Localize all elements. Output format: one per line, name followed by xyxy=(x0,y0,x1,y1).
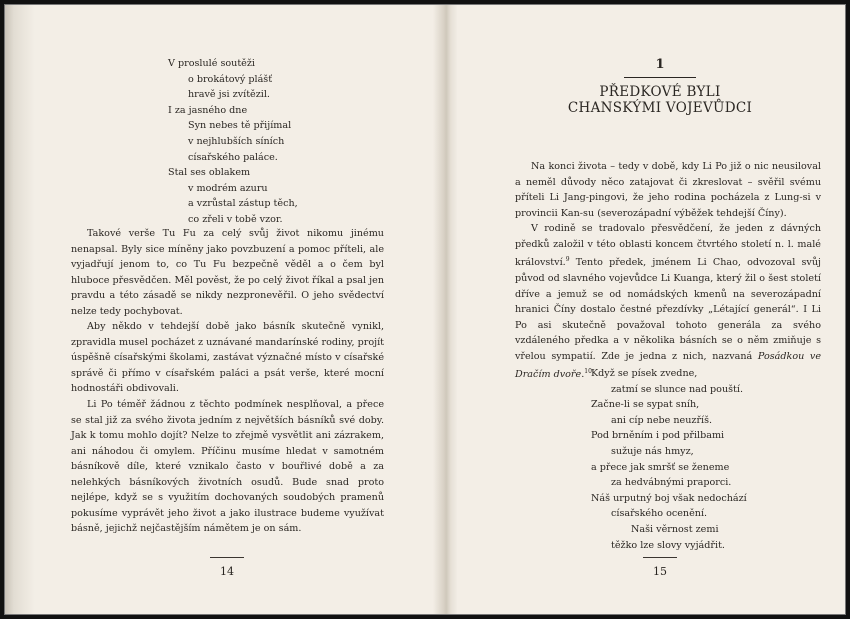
right-page-number: 15 xyxy=(653,565,667,578)
right-page xyxy=(457,5,846,614)
poem-line: o brokátový plášť xyxy=(188,73,273,85)
poem-line: Syn nebes tě přijímal xyxy=(188,120,292,132)
right-paragraph-2 xyxy=(515,221,821,383)
poem-line: Náš urputný boj však nedochází xyxy=(591,492,747,504)
poem-line: Naši věrnost zemi xyxy=(631,523,719,535)
footnote-ref-9: 9 xyxy=(565,256,570,264)
poem-line: sužuje nás hmyz, xyxy=(611,445,694,457)
poem-line: V proslulé soutěži xyxy=(168,58,255,69)
paragraph-2-end: . xyxy=(581,369,585,381)
chapter-title-line-2: CHANSKÝMI VOJEVŮDCI xyxy=(567,100,753,116)
poem-line: za hedvábnými praporci. xyxy=(611,477,732,489)
poem-line: I za jasného dne xyxy=(168,104,248,116)
chapter-title-line-1: PŘEDKOVÉ BYLI xyxy=(599,84,721,100)
poem-line: Začne-li se sypat sníh, xyxy=(591,399,700,411)
chapter-rule xyxy=(624,77,696,78)
left-page xyxy=(5,5,433,614)
right-poem xyxy=(591,366,747,553)
chapter-title xyxy=(530,84,790,116)
right-prose xyxy=(515,159,821,383)
left-page-number: 14 xyxy=(220,565,234,578)
chapter-number: 1 xyxy=(655,57,665,72)
poem-title: Posádkou ve Dračím dvoře xyxy=(515,350,822,381)
poem-line: těžko lze slovy vyjádřit. xyxy=(611,539,725,551)
poem-line: a vzrůstal zástup těch, xyxy=(188,198,298,210)
left-paragraph-3: Li Po téměř žádnou z těchto podmínek nesplňoval, a přece se stal již za svého života jedním z největších básníků své doby. Jak k tomu mohlo dojít? Nelze to zřejmě vysvětlit ani zázrakem, ani náhodou či omylem. Příčinu musíme hledat v samotném básníkově díle, které vznikalo často v bouřlivé době a za nelehkých básníkových životních osudů. Bude snad proto nejlépe, když se s využitím dochovaných soudobých pramenů pokusíme vyprávět jeho život a jako ilustrace budeme využívat básně, jejichž nejčastějším námětem je on sám. xyxy=(71,399,384,535)
footnote-ref-10: 10 xyxy=(584,368,592,376)
paragraph-2-text-b: Tento předek, jménem Li Chao, odvozoval svůj původ od slavného vojevůdce Li Kuanga, který žil o šest století dříve a jemuž se od nomádských kmenů na severozápadní hranici Číny dostalo čestné přezdívky „Létající generál“. I Li Po asi skutečně považoval tohoto generála za svého vzdáleného předka a v několika básních se o něm zmiňuje s vřelou sympatií. Zde je jedna z nich, nazvaná xyxy=(515,257,821,362)
left-folio-rule xyxy=(210,557,244,558)
poem-line: Když se písek zvedne, xyxy=(591,368,698,379)
book-gutter xyxy=(433,5,457,614)
paragraph-2-text-a: V rodině se tradovalo přesvědčení, že jeden z dávných předků založil v této oblasti koncem čtvrtého století n. l. malé království. xyxy=(515,223,821,269)
poem-line: hravě jsi zvítězil. xyxy=(188,89,270,101)
poem-line: císařského paláce. xyxy=(188,151,278,163)
poem-line: Pod brněním i pod přilbami xyxy=(591,430,725,442)
poem-line: co zřeli v tobě vzor. xyxy=(188,213,283,225)
left-poem xyxy=(168,56,298,228)
poem-line: císařského ocenění. xyxy=(611,508,708,520)
book-spread xyxy=(4,4,846,615)
right-folio-rule xyxy=(643,557,677,558)
poem-line: ani cíp nebe neuzříš. xyxy=(611,414,713,426)
left-prose xyxy=(71,226,384,537)
poem-line: a přece jak smršť se ženeme xyxy=(591,461,730,473)
poem-line: v nejhlubších síních xyxy=(188,135,285,147)
left-paragraph-1: Takové verše Tu Fu za celý svůj život nikomu jinému nenapsal. Byly sice míněny jako povzbuzení a pomoc příteli, ale vyjadřují jenom to, co Tu Fu bezpečně věděl a o čem byl hluboce přesvědčen. Měl pověst, že po celý život říkal a psal jen pravdu a této zásadě se nikdy nezpronevěřil. O jeho svědectví nelze tedy pochybovat. xyxy=(71,228,384,317)
left-paragraph-2: Aby někdo v tehdejší době jako básník skutečně vynikl, zpravidla musel pocházet z uznávané mandarínské rodiny, projít úspěšně císařskými školami, zastávat význačné místo v císařské správě či přímo v císařském paláci a psát verše, které mocní hodnostáři obdivovali. xyxy=(71,321,384,395)
poem-line: zatmí se slunce nad pouští. xyxy=(611,383,744,395)
right-paragraph-1: Na konci života – tedy v době, kdy Li Po již o nic neusiloval a neměl důvody něco zatajovat či zkreslovat – svěřil svému příteli Li Jang-pingovi, že jeho rodina pocházela z Lung-si v provincii Kan-su (severozápadní výběžek tehdejší Číny). xyxy=(515,161,821,219)
poem-line: v modrém azuru xyxy=(188,182,268,194)
poem-line: Stal ses oblakem xyxy=(168,167,251,179)
